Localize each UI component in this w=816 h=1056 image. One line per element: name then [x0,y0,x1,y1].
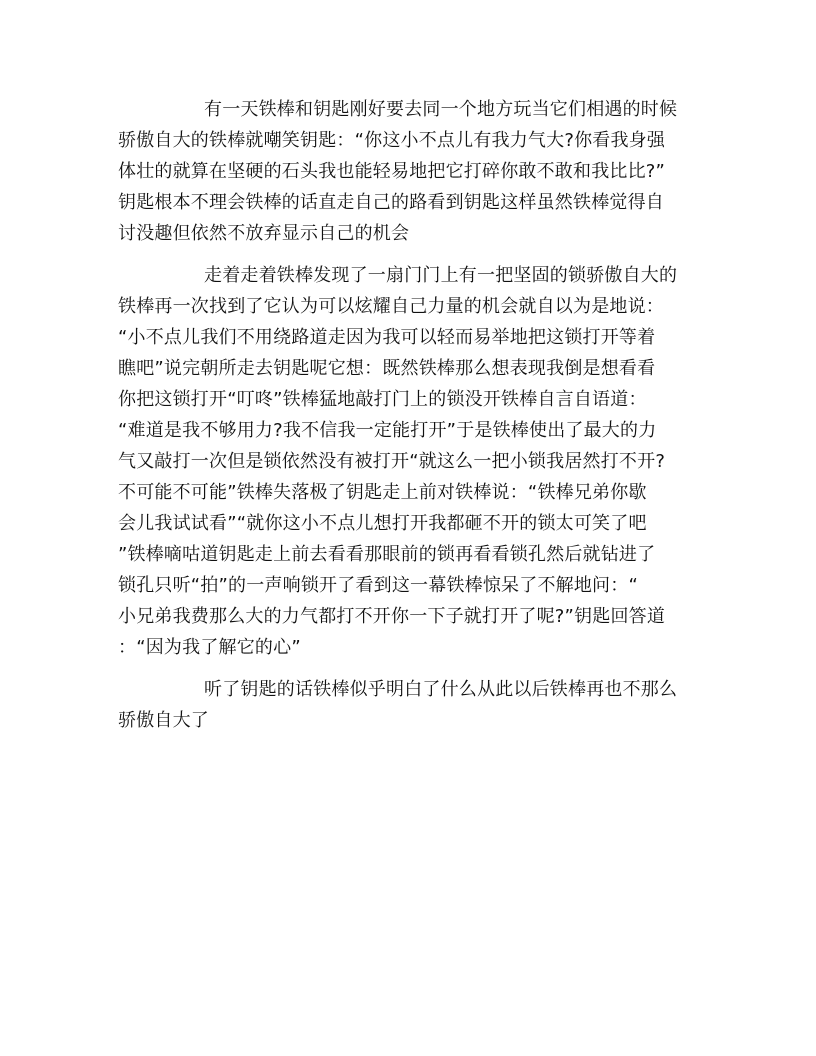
text-line: 瞧吧”说完朝所走去钥匙呢它想：既然铁棒那么想表现我倒是想看看 [118,358,656,379]
paragraph-1 [118,94,698,249]
text-line: 讨没趣但依然不放弃显示自己的机会 [118,223,410,244]
text-line: 铁棒再一次找到了它认为可以炫耀自己力量的机会就自以为是地说： [118,296,664,317]
text-line: 小兄弟我费那么大的力气都打不开你一下子就打开了呢?”钥匙回答道 [118,606,666,627]
text-line: 有一天铁棒和钥匙刚好要去同一个地方玩当它们相遇的时候 [204,99,678,120]
story-text [118,94,698,736]
text-line: 骄傲自大的铁棒就嘲笑钥匙：“你这小不点儿有我力气大?你看我身强 [118,130,666,151]
text-line: 走着走着铁棒发现了一扇门门上有一把坚固的锁骄傲自大的 [204,265,678,286]
text-line: 你把这锁打开“叮咚”铁棒猛地敲打门上的锁没开铁棒自言自语道： [118,389,647,410]
text-line: 不可能不可能”铁棒失落极了钥匙走上前对铁棒说：“铁棒兄弟你歇 [118,482,647,503]
text-line: ：“因为我了解它的心” [118,637,301,658]
text-line: 骄傲自大了 [118,710,209,731]
text-line: 听了钥匙的话铁棒似乎明白了什么从此以后铁棒再也不那么 [204,679,678,700]
text-line: 体壮的就算在坚硬的石头我也能轻易地把它打碎你敢不敢和我比比?” [118,161,666,182]
paragraph-3 [118,674,698,736]
text-line: 气又敲打一次但是锁依然没有被打开“就这么一把小锁我居然打不开? [118,451,666,472]
text-line: 会儿我试试看”“就你这小不点儿想打开我都砸不开的锁太可笑了吧 [118,513,647,534]
text-line: 锁孔只听“拍”的一声响锁开了看到这一幕铁棒惊呆了不解地问：“ [118,575,638,596]
text-line: “小不点儿我们不用绕路道走因为我可以轻而易举地把这锁打开等着 [118,327,656,348]
paragraph-2 [118,260,698,663]
text-line: ”铁棒嘀咕道钥匙走上前去看看那眼前的锁再看看锁孔然后就钻进了 [118,544,656,565]
text-line: “难道是我不够用力?我不信我一定能打开”于是铁棒使出了最大的力 [118,420,657,441]
text-line: 钥匙根本不理会铁棒的话直走自己的路看到钥匙这样虽然铁棒觉得自 [118,192,664,213]
